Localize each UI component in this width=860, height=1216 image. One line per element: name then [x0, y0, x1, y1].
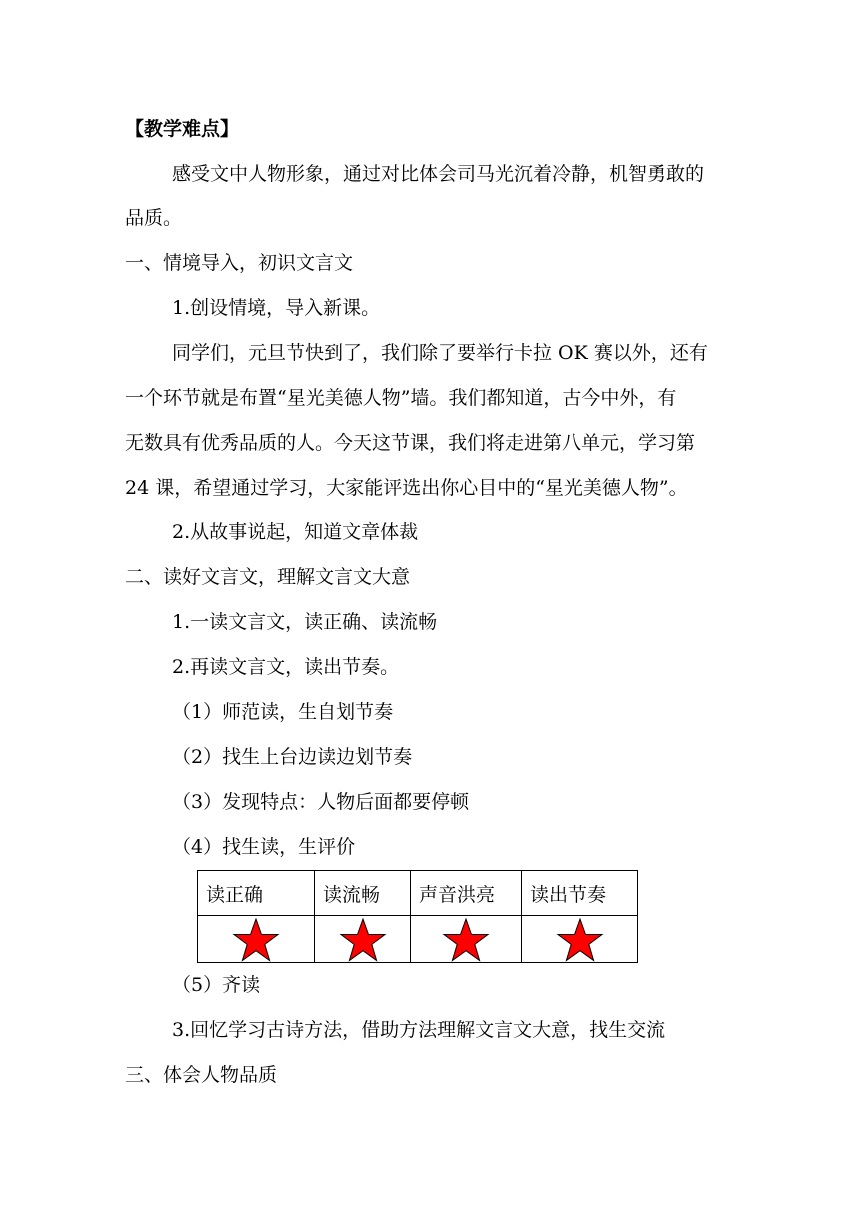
part2-sub5: （5）齐读	[172, 974, 261, 996]
star-icon	[232, 918, 280, 962]
part1-step1: 1.创设情境，导入新课。	[172, 297, 381, 319]
part2-sub3: （3）发现特点：人物后面都要停顿	[172, 791, 470, 813]
rating-cell-rhythm	[522, 916, 638, 963]
rating-header-loud-voice: 声音洪亮	[411, 871, 522, 916]
part1-paragraph-line-2: 一个环节就是布置“星光美德人物”墙。我们都知道，古今中外，有	[125, 387, 677, 409]
rating-cell-correct	[198, 916, 315, 963]
difficulty-text-line-2: 品质。	[125, 207, 183, 229]
section-heading: 【教学难点】	[125, 118, 240, 140]
rating-header-rhythm: 读出节奏	[522, 871, 638, 916]
part1-paragraph-line-4: 24 课，希望通过学习，大家能评选出你心目中的“星光美德人物”。	[125, 477, 688, 499]
part2-sub2: （2）找生上台边读边划节奏	[172, 746, 413, 768]
part1-title: 一、情境导入，初识文言文	[125, 252, 354, 274]
rating-cell-fluent	[315, 916, 411, 963]
rating-header-correct: 读正确	[198, 871, 315, 916]
difficulty-text-line-1: 感受文中人物形象，通过对比体会司马光沉着冷静，机智勇敢的	[172, 163, 705, 185]
rating-cell-loud-voice	[411, 916, 522, 963]
rating-table-header-row	[198, 871, 638, 916]
part2-sub1: （1）师范读，生自划节奏	[172, 701, 394, 723]
part2-step3: 3.回忆学习古诗方法，借助方法理解文言文大意，找生交流	[172, 1019, 666, 1041]
star-icon	[442, 918, 490, 962]
star-icon	[339, 918, 387, 962]
rating-table-star-row	[198, 916, 638, 963]
part1-paragraph-line-3: 无数具有优秀品质的人。今天这节课，我们将走进第八单元，学习第	[125, 432, 696, 454]
star-icon	[556, 918, 604, 962]
rating-header-fluent: 读流畅	[315, 871, 411, 916]
part1-step2: 2.从故事说起，知道文章体裁	[172, 521, 419, 543]
part2-step1: 1.一读文言文，读正确、读流畅	[172, 611, 438, 633]
rating-table	[197, 870, 638, 963]
part1-paragraph-line-1: 同学们，元旦节快到了，我们除了要举行卡拉 OK 赛以外，还有	[172, 342, 708, 364]
part2-step2: 2.再读文言文，读出节奏。	[172, 656, 400, 678]
part2-sub4: （4）找生读，生评价	[172, 836, 356, 858]
part3-title: 三、体会人物品质	[125, 1064, 278, 1086]
part2-title: 二、读好文言文，理解文言文大意	[125, 566, 411, 588]
